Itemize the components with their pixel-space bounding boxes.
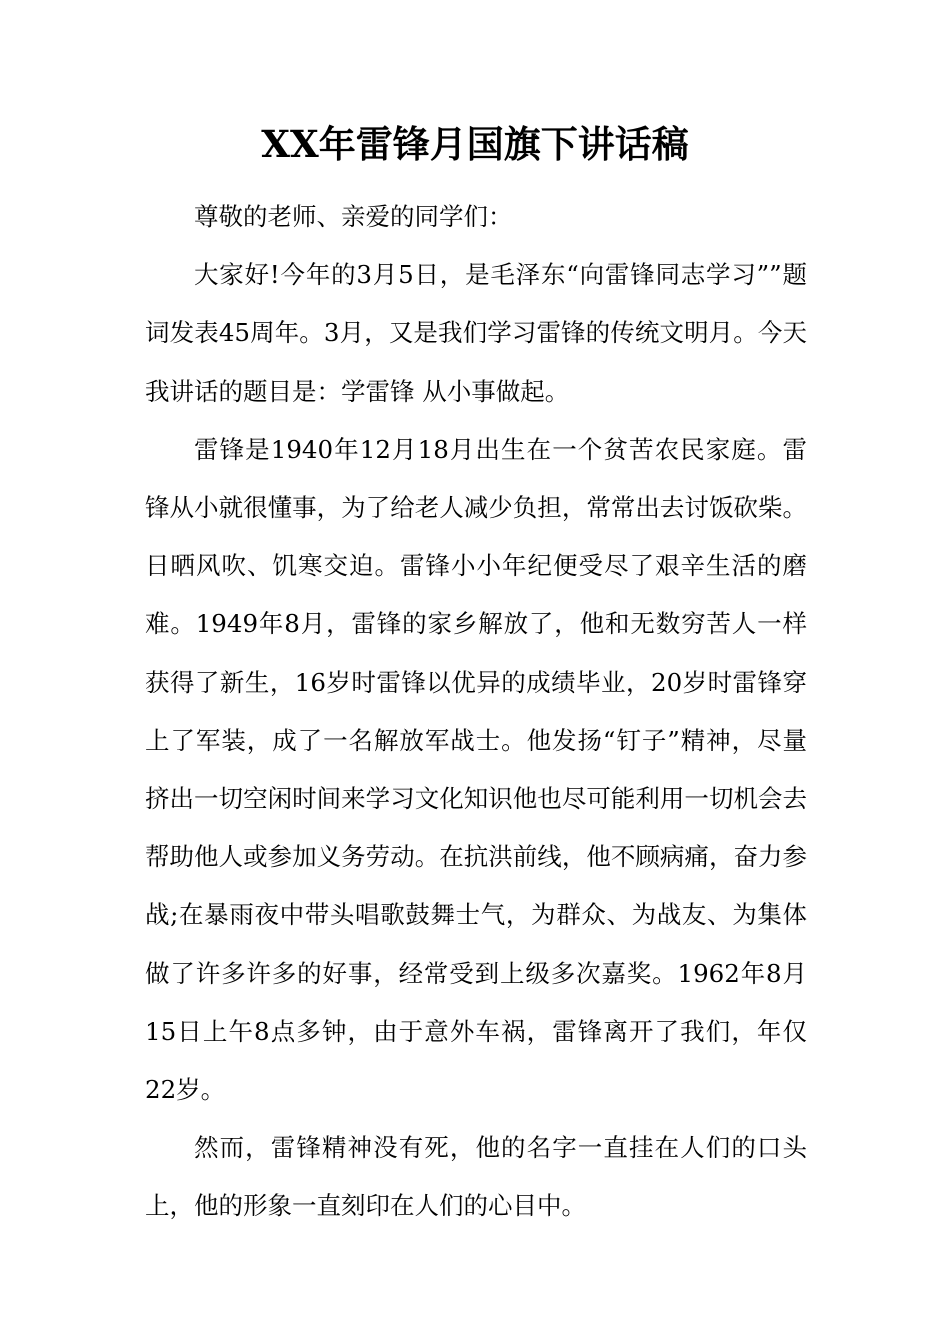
paragraph-intro: 大家好!今年的3月5日，是毛泽东“向雷锋同志学习””题词发表45周年。3月，又是我们学习雷锋的传统文明月。今天我讲话的题目是：学雷锋 从小事做起。 [145,260,807,406]
paragraph-biography: 雷锋是1940年12月18月出生在一个贫苦农民家庭。雷锋从小就很懂事，为了给老人减少负担，常常出去讨饭砍柴。日晒风吹、饥寒交迫。雷锋小小年纪便受尽了艰辛生活的磨难。1949年8月，雷锋的家乡解放了，他和无数穷苦人一样获得了新生，16岁时雷锋以优异的成绩毕业，20岁时雷锋穿上了军装，成了一名解放军战士。他发扬“钉子”精神，尽量挤出一切空闲时间来学习文化知识他也尽可能利用一切机会去帮助他人或参加义务劳动。在抗洪前线，他不顾病痛，奋力参战;在暴雨夜中带头唱歌鼓舞士气，为群众、为战友、为集体做了许多许多的好事，经常受到上级多次嘉奖。1962年8月15日上午8点多钟，由于意外车祸，雷锋离开了我们，年仅22岁。 [145,434,807,1105]
paragraph-legacy: 然而，雷锋精神没有死，他的名字一直挂在人们的口头上，他的形象一直刻印在人们的心目中。 [145,1133,807,1221]
document-title: XX年雷锋月国旗下讲话稿 [261,122,689,166]
document-body [145,188,807,1236]
paragraph-greeting: 尊敬的老师、亲爱的同学们： [194,202,513,231]
